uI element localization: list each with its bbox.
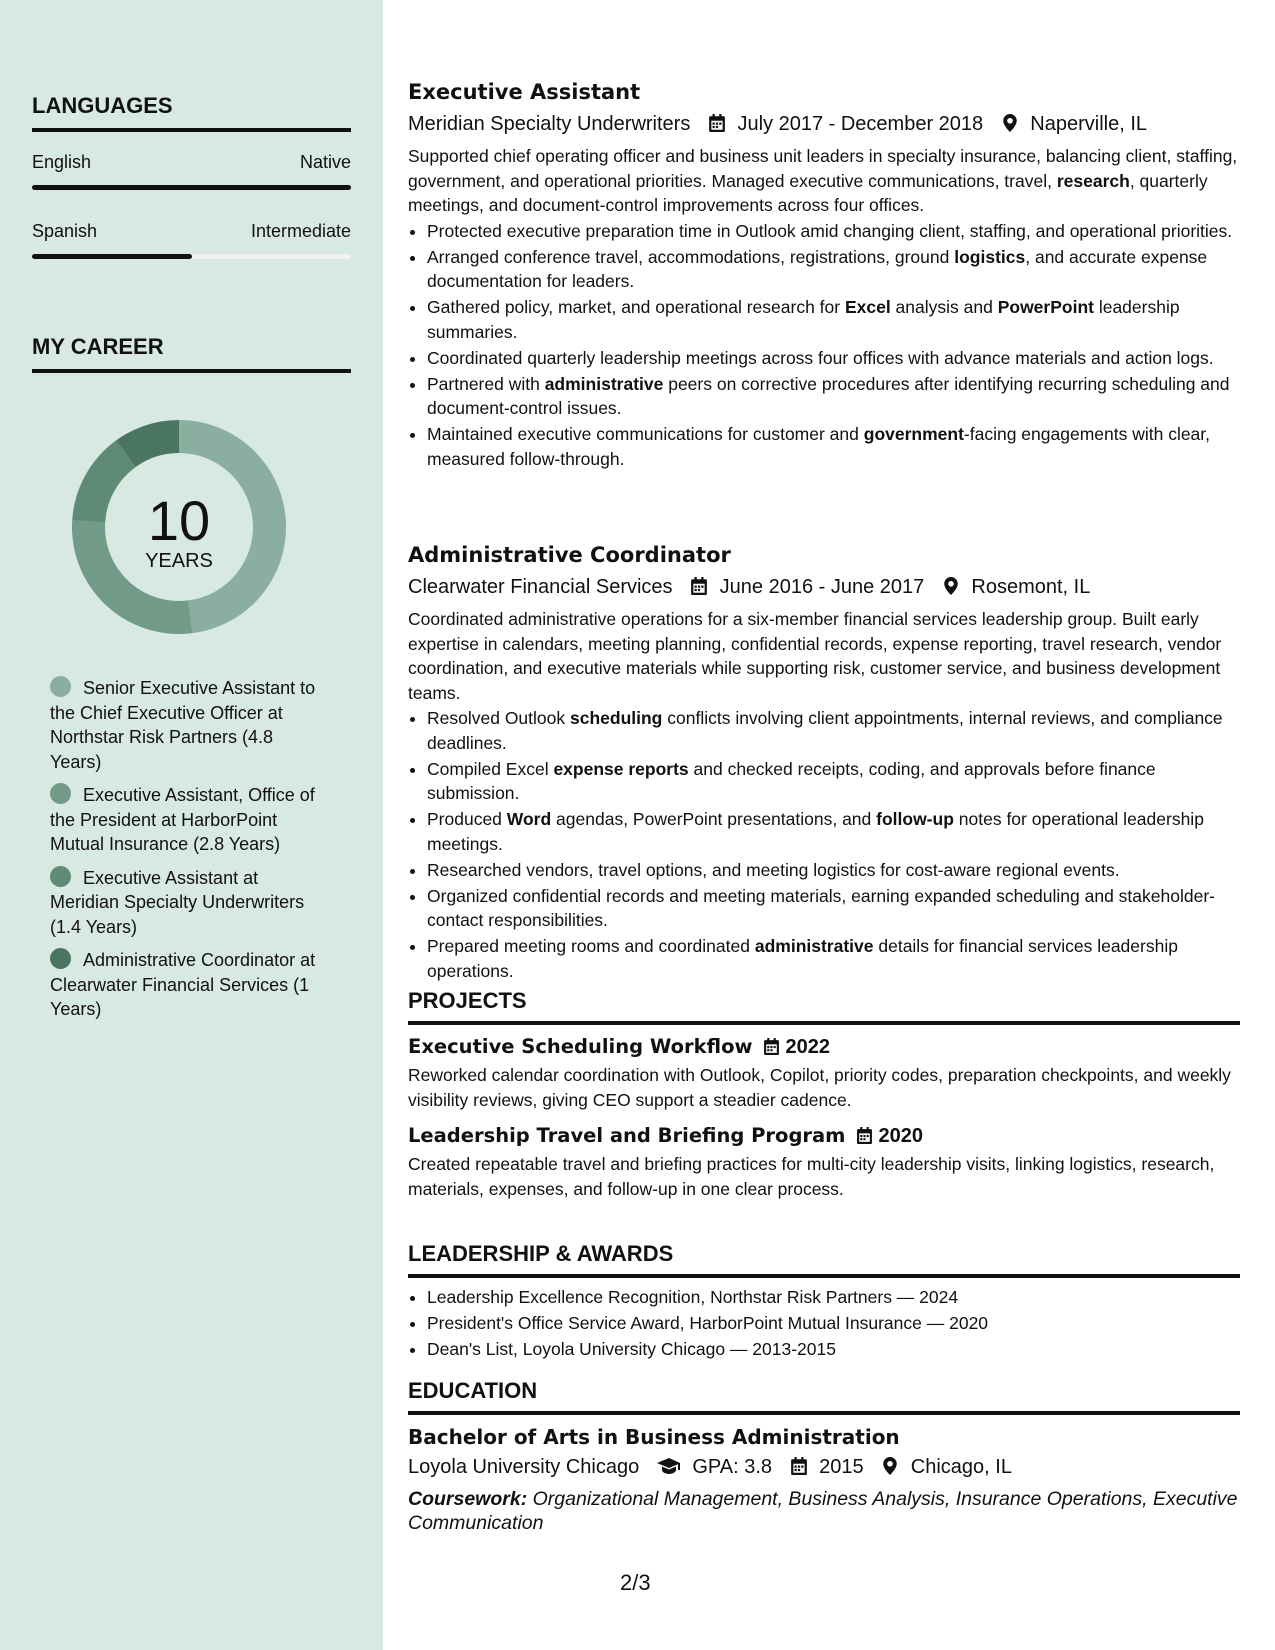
bullet-text: notes for operational leadership meetings. xyxy=(427,809,1204,854)
bullet-text: Produced xyxy=(427,809,507,829)
summary-text: Supported chief operating officer and business unit leaders in specialty insurance, balancing client, staffing, government, and operational priorities. Managed executive communications, travel, xyxy=(408,146,1238,191)
bullet-text: details for financial services leadership operations. xyxy=(427,936,1178,981)
projects-section xyxy=(408,988,1240,1201)
job-location: Rosemont, IL xyxy=(971,576,1091,598)
job-bullet xyxy=(427,858,1240,883)
job-bullet xyxy=(427,884,1240,933)
bullet-text: and checked receipts, coding, and approvals before finance submission. xyxy=(427,758,1156,803)
language-proficiency-fill xyxy=(32,185,351,190)
bullet-text: Maintained executive communications for customer and xyxy=(427,424,864,444)
job-bullet xyxy=(427,807,1240,856)
language-name: English xyxy=(32,152,92,172)
project-year: 2022 xyxy=(785,1036,831,1058)
bullet-keyword: Word xyxy=(506,809,552,829)
bullet-text: Protected executive preparation time in Outlook amid changing client, staffing, and operational priorities. xyxy=(427,220,1233,241)
map-pin-icon xyxy=(881,1455,899,1473)
graduation-year: 2015 xyxy=(819,1456,864,1478)
job-bullet xyxy=(427,219,1240,244)
bullet-keyword: Excel xyxy=(844,297,891,317)
company-name: Meridian Specialty Underwriters xyxy=(408,113,691,135)
career-item-text: Executive Assistant at Meridian Specialty Underwriters (1.4 Years) xyxy=(50,867,305,937)
job-location: Naperville, IL xyxy=(1030,113,1147,135)
calendar-icon xyxy=(856,1127,873,1144)
map-pin-icon xyxy=(942,575,960,593)
career-item xyxy=(50,866,325,940)
career-item xyxy=(50,676,325,774)
language-name: Spanish xyxy=(32,221,98,241)
legend-dot xyxy=(50,948,71,969)
awards-list xyxy=(408,1285,1240,1362)
bullet-text: Compiled Excel xyxy=(427,758,554,779)
career-item xyxy=(50,948,325,1022)
job-bullet xyxy=(427,934,1240,983)
calendar-icon xyxy=(708,112,726,130)
projects-heading: PROJECTS xyxy=(408,988,1240,1025)
job-bullet xyxy=(427,706,1240,755)
bullet-text: conflicts involving client appointments, internal reviews, and compliance deadlines. xyxy=(427,708,1223,753)
bullet-text: Arranged conference travel, accommodations, registrations, ground xyxy=(427,246,955,267)
job-bullet xyxy=(427,346,1240,371)
calendar-icon xyxy=(790,1455,808,1473)
bullet-keyword: scheduling xyxy=(570,708,663,728)
career-years-label: YEARS xyxy=(145,550,213,572)
coursework-list: Organizational Management, Business Analysis, Insurance Operations, Executive Communication xyxy=(408,1488,1238,1534)
project-year: 2020 xyxy=(878,1125,923,1147)
bullet-text: peers on corrective procedures after identifying recurring scheduling and document-control issues. xyxy=(427,373,1230,418)
career-item-text: Executive Assistant, Office of the President at HarborPoint Mutual Insurance (2.8 Years) xyxy=(50,785,315,854)
job-meta xyxy=(408,110,1240,138)
career-legend xyxy=(50,676,325,1031)
bullet-text: Partnered with xyxy=(427,373,545,394)
awards-section xyxy=(408,1241,1240,1363)
language-level: Intermediate xyxy=(250,221,351,241)
bullet-text: Organized confidential records and meeting materials, earning expanded scheduling and stakeholder-contact responsibilities. xyxy=(427,885,1215,930)
languages-heading: LANGUAGES xyxy=(32,93,351,132)
legend-dot xyxy=(50,866,71,887)
bullet-text: analysis and xyxy=(890,297,998,317)
bullet-text: , and accurate expense documentation for leaders. xyxy=(427,246,1208,291)
career-item-text: Administrative Coordinator at Clearwater Financial Services (1 Years) xyxy=(50,950,316,1019)
bullet-text: Prepared meeting rooms and coordinated xyxy=(427,936,755,956)
project-description: Created repeatable travel and briefing practices for multi-city leadership visits, linking logistics, research, materials, expenses, and follow-up in one clear process. xyxy=(408,1154,1215,1199)
project-title: Executive Scheduling Workflow xyxy=(408,1035,753,1058)
bullet-keyword: expense reports xyxy=(553,758,689,779)
project-title-row xyxy=(408,1122,1240,1150)
experience-entry xyxy=(408,78,1240,473)
summary-text: , quarterly meetings, and document-control improvements across four offices. xyxy=(408,170,1208,215)
career-total-years: 10 xyxy=(147,489,211,552)
education-meta xyxy=(408,1453,1240,1481)
job-bullet xyxy=(427,757,1240,806)
graduation-cap-icon xyxy=(657,1455,681,1473)
coursework-label: Coursework: xyxy=(408,1488,528,1510)
bullet-keyword: government xyxy=(863,424,964,444)
degree: Bachelor of Arts in Business Administration xyxy=(408,1425,900,1449)
school-name: Loyola University Chicago xyxy=(408,1456,640,1478)
job-dates: July 2017 - December 2018 xyxy=(737,113,984,135)
award-item: • Dean's List, Loyola University Chicago — 2013-2015 xyxy=(427,1337,1240,1362)
language-level: Native xyxy=(299,152,351,172)
job-title: Administrative Coordinator xyxy=(408,543,731,567)
experience-entry xyxy=(408,541,1240,985)
bullet-text: agendas, PowerPoint presentations, and xyxy=(551,809,877,829)
bullet-text: leadership summaries. xyxy=(427,297,1180,342)
award-item: • Leadership Excellence Recognition, Northstar Risk Partners — 2024 xyxy=(427,1285,1240,1310)
career-item-text: Senior Executive Assistant to the Chief Executive Officer at Northstar Risk Partners (4.8 Years) xyxy=(50,678,316,772)
language-proficiency-fill xyxy=(32,254,192,259)
summary-text: Coordinated administrative operations for a six-member financial services leadership group. Built early expertise in calendars, meeting planning, confidential records, expense reporting, travel research, vendor coordination, and executive materials while supporting risk, customer service, and business development teams. xyxy=(408,609,1222,703)
bullet-keyword: follow-up xyxy=(876,809,954,829)
project-title: Leadership Travel and Briefing Program xyxy=(408,1124,846,1147)
job-bullet xyxy=(427,422,1240,471)
project-title-row xyxy=(408,1033,1240,1061)
job-meta xyxy=(408,573,1240,601)
bullet-text: Gathered policy, market, and operational research for xyxy=(427,297,845,317)
sidebar xyxy=(0,0,383,1650)
education-section xyxy=(408,1378,1240,1535)
job-summary xyxy=(408,144,1240,218)
job-bullets xyxy=(408,219,1240,472)
main-content xyxy=(408,0,1240,1650)
award-item: • President's Office Service Award, HarborPoint Mutual Insurance — 2020 xyxy=(427,1311,1240,1336)
bullet-keyword: administrative xyxy=(754,936,874,956)
project-description: Reworked calendar coordination with Outlook, Copilot, priority codes, preparation checkpoints, and weekly visibility reviews, giving CEO support a steadier cadence. xyxy=(408,1065,1231,1110)
company-name: Clearwater Financial Services xyxy=(408,576,673,598)
school-location: Chicago, IL xyxy=(910,1456,1012,1478)
job-bullet xyxy=(427,245,1240,294)
gpa: GPA: 3.8 xyxy=(692,1456,773,1478)
job-bullets xyxy=(408,706,1240,983)
language-proficiency-bar xyxy=(32,254,351,259)
calendar-icon xyxy=(690,575,708,593)
summary-keyword: research xyxy=(1056,170,1130,191)
legend-dot xyxy=(50,676,71,697)
calendar-icon xyxy=(763,1038,780,1055)
language-proficiency-bar xyxy=(32,185,351,190)
job-summary xyxy=(408,607,1240,705)
bullet-text: Resolved Outlook xyxy=(427,708,570,728)
job-title: Executive Assistant xyxy=(408,80,641,104)
career-item xyxy=(50,783,325,857)
coursework xyxy=(408,1487,1240,1535)
education-heading: EDUCATION xyxy=(408,1378,1240,1415)
bullet-text: Coordinated quarterly leadership meetings across four offices with advance materials and action logs. xyxy=(427,347,1214,368)
bullet-keyword: logistics xyxy=(954,246,1026,267)
career-donut-chart xyxy=(64,412,294,642)
legend-dot xyxy=(50,783,71,804)
job-bullet xyxy=(427,372,1240,421)
awards-heading: LEADERSHIP & AWARDS xyxy=(408,1241,1240,1278)
map-pin-icon xyxy=(1001,112,1019,130)
bullet-text: -facing engagements with clear, measured follow-through. xyxy=(427,424,1211,469)
bullet-keyword: administrative xyxy=(544,373,664,394)
job-dates: June 2016 - June 2017 xyxy=(719,576,925,598)
career-heading: MY CAREER xyxy=(32,334,351,373)
job-bullet xyxy=(427,295,1240,344)
bullet-keyword: PowerPoint xyxy=(997,297,1094,317)
page-number: 2/3 xyxy=(620,1570,651,1595)
bullet-text: Researched vendors, travel options, and meeting logistics for cost-aware regional events. xyxy=(427,859,1120,880)
